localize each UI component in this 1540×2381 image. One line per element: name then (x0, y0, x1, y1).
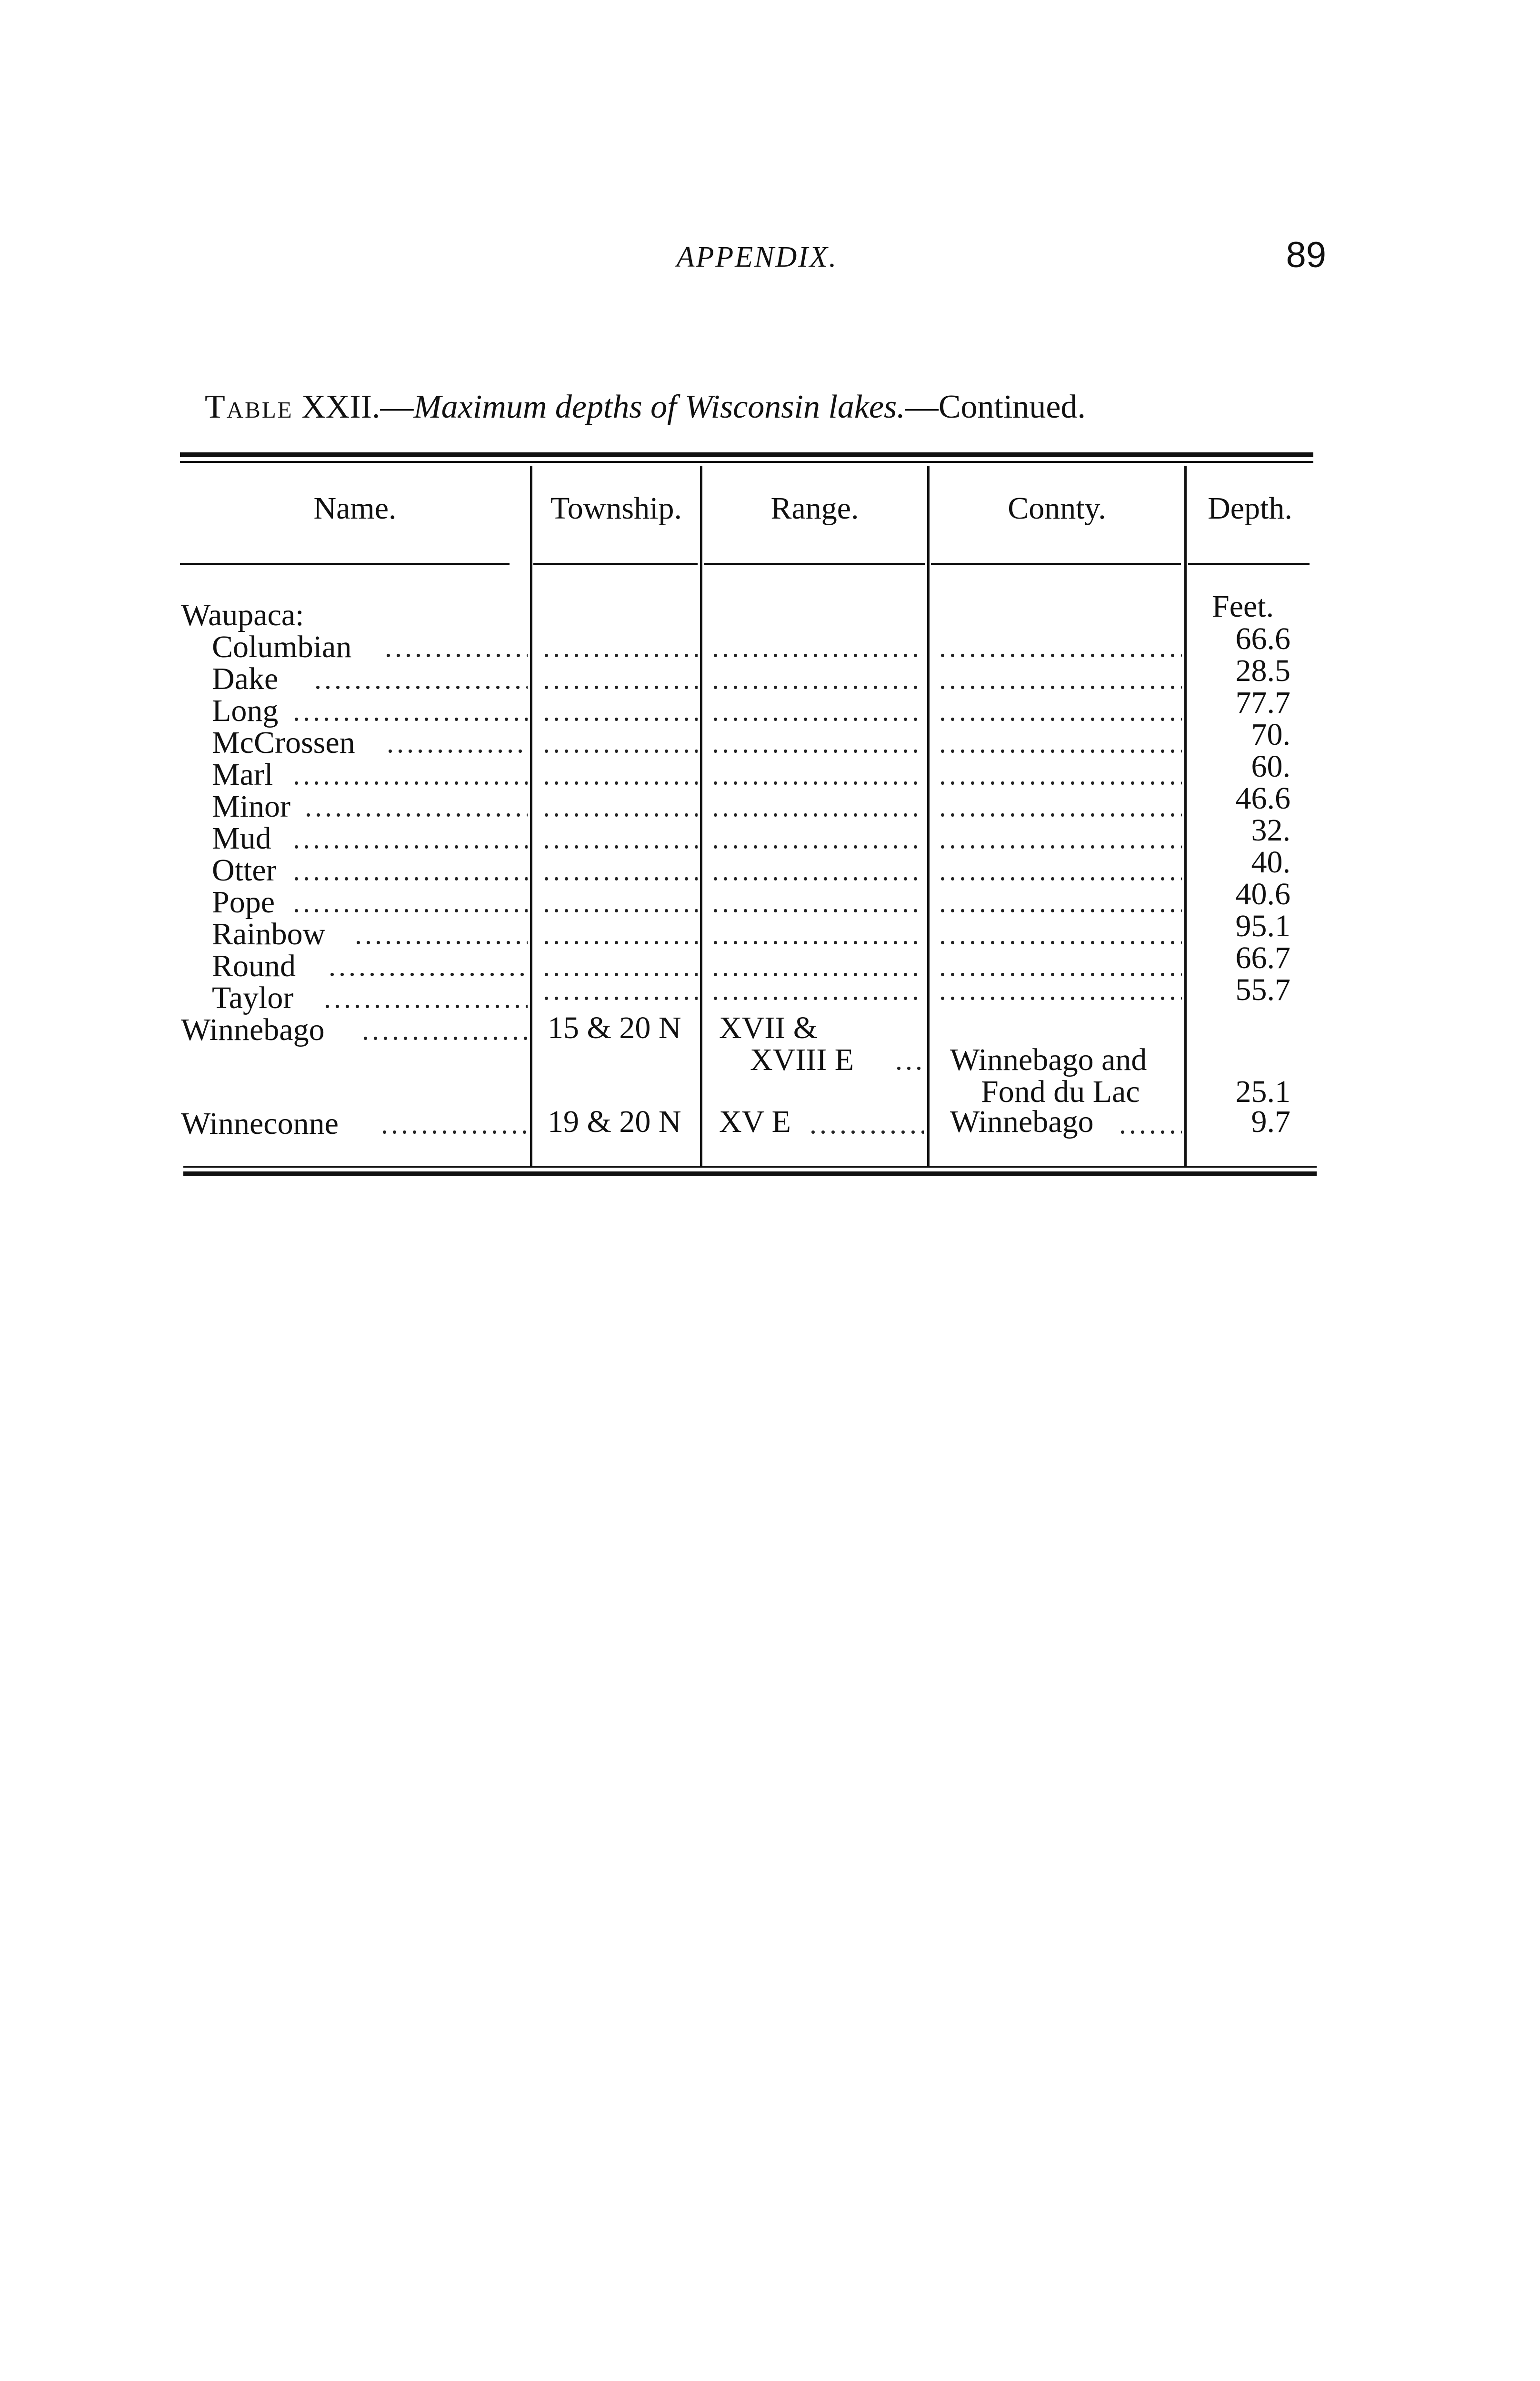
leader-dots (324, 982, 528, 1014)
lake-depth: 60. (1251, 749, 1290, 784)
caption-label: Table (205, 389, 293, 425)
divider-range (700, 466, 702, 1166)
township: 15 & 20 N (548, 1010, 681, 1045)
lake-depth: 55.7 (1235, 972, 1290, 1007)
lake-depth: 66.7 (1235, 940, 1290, 975)
page-number: 89 (1286, 235, 1326, 275)
leader-dots (939, 886, 1182, 918)
range-line-2: XVIII E (750, 1042, 854, 1077)
leader-dots (712, 790, 924, 822)
lake-name: Minor (212, 789, 290, 824)
leader-dots (543, 854, 698, 886)
lake-name: Otter (212, 853, 277, 888)
lake-depth: 70. (1251, 717, 1290, 752)
lake-name: Winnebago (181, 1012, 325, 1047)
header-county: Connty. (1008, 491, 1106, 526)
leader-dots (387, 727, 528, 759)
lake-depth: 40. (1251, 845, 1290, 880)
top-rule-thick (180, 452, 1313, 457)
leader-dots (939, 631, 1182, 663)
leader-dots (939, 695, 1182, 727)
lake-name: Marl (212, 757, 273, 792)
leader-dots (293, 854, 528, 886)
leader-dots (293, 759, 528, 790)
leader-dots (293, 822, 528, 854)
group-label: Waupaca: (181, 598, 304, 632)
header-range: Range. (770, 491, 859, 526)
leader-dots (543, 886, 698, 918)
leader-dots (1119, 1108, 1182, 1140)
leader-dots (385, 631, 528, 663)
leader-dots (543, 790, 698, 822)
leader-dots (543, 727, 698, 759)
leader-dots (939, 663, 1182, 695)
township: 19 & 20 N (548, 1104, 681, 1139)
leader-dots (939, 918, 1182, 950)
lake-depth: 40.6 (1235, 877, 1290, 911)
leader-dots (939, 727, 1182, 759)
leader-dots (712, 918, 924, 950)
leader-dots (939, 790, 1182, 822)
header-underline-county (931, 563, 1181, 565)
lake-name: Round (212, 949, 296, 983)
leader-dots (543, 918, 698, 950)
leader-dots (293, 886, 528, 918)
leader-dots (314, 663, 528, 695)
lake-depth: 77.7 (1235, 685, 1290, 720)
lake-name: Rainbow (212, 917, 326, 951)
leader-dots (543, 631, 698, 663)
caption-suffix: —Continued. (905, 389, 1086, 425)
divider-depth (1184, 466, 1187, 1166)
lake-depth: 9.7 (1251, 1104, 1290, 1139)
leader-dots (939, 822, 1182, 854)
header-name: Name. (313, 491, 397, 526)
leader-dots (543, 695, 698, 727)
leader-dots (712, 886, 924, 918)
header-depth: Depth. (1208, 491, 1292, 526)
county-line-1: Winnebago and (950, 1042, 1147, 1077)
leader-dots (939, 974, 1182, 1006)
lake-depth: 46.6 (1235, 781, 1290, 816)
lake-name: Long (212, 693, 279, 728)
lake-name: Winneconne (181, 1106, 339, 1141)
table-caption (205, 388, 1310, 426)
caption-number: XXII.— (301, 389, 414, 425)
leader-dots (712, 695, 924, 727)
range-line-1: XVII & (719, 1010, 818, 1045)
leader-dots (895, 1044, 924, 1076)
lake-depth: 66.6 (1235, 621, 1290, 656)
leader-dots (293, 695, 528, 727)
leader-dots (712, 759, 924, 790)
caption-title: Maximum depths of Wisconsin lakes. (413, 389, 905, 425)
top-rule-thin (180, 461, 1313, 463)
header-township: Township. (550, 491, 682, 526)
lake-name: Taylor (212, 980, 294, 1015)
lake-depth: 25.1 (1235, 1074, 1290, 1109)
leader-dots (712, 663, 924, 695)
leader-dots (362, 1014, 528, 1046)
leader-dots (381, 1108, 528, 1140)
leader-dots (939, 759, 1182, 790)
leader-dots (712, 727, 924, 759)
lake-name: Mud (212, 821, 271, 856)
lake-depth: 32. (1251, 813, 1290, 848)
lake-name: Dake (212, 661, 279, 696)
leader-dots (810, 1108, 924, 1140)
depth-unit: Feet. (1212, 589, 1274, 624)
leader-dots (712, 822, 924, 854)
lake-depth: 95.1 (1235, 909, 1290, 943)
leader-dots (305, 790, 528, 822)
leader-dots (543, 759, 698, 790)
lake-name: Pope (212, 885, 275, 920)
leader-dots (712, 631, 924, 663)
leader-dots (712, 974, 924, 1006)
header-underline-name (180, 563, 510, 565)
county-line-2: Fond du Lac (981, 1074, 1140, 1109)
lake-name: Columbian (212, 630, 352, 664)
leader-dots (543, 974, 698, 1006)
lake-depth: 28.5 (1235, 653, 1290, 688)
leader-dots (712, 854, 924, 886)
leader-dots (543, 663, 698, 695)
leader-dots (355, 918, 528, 950)
leader-dots (939, 854, 1182, 886)
running-head: APPENDIX. (676, 241, 838, 273)
divider-county (927, 466, 930, 1166)
divider-township (530, 466, 532, 1166)
leader-dots (543, 822, 698, 854)
bottom-rule-thin (183, 1166, 1317, 1168)
leader-dots (329, 950, 528, 982)
header-underline-depth (1188, 563, 1310, 565)
lake-name: McCrossen (212, 725, 355, 760)
county: Winnebago (950, 1104, 1094, 1139)
header-underline-range (704, 563, 925, 565)
header-underline-township (533, 563, 698, 565)
range: XV E (719, 1104, 791, 1139)
bottom-rule-thick (183, 1171, 1317, 1176)
